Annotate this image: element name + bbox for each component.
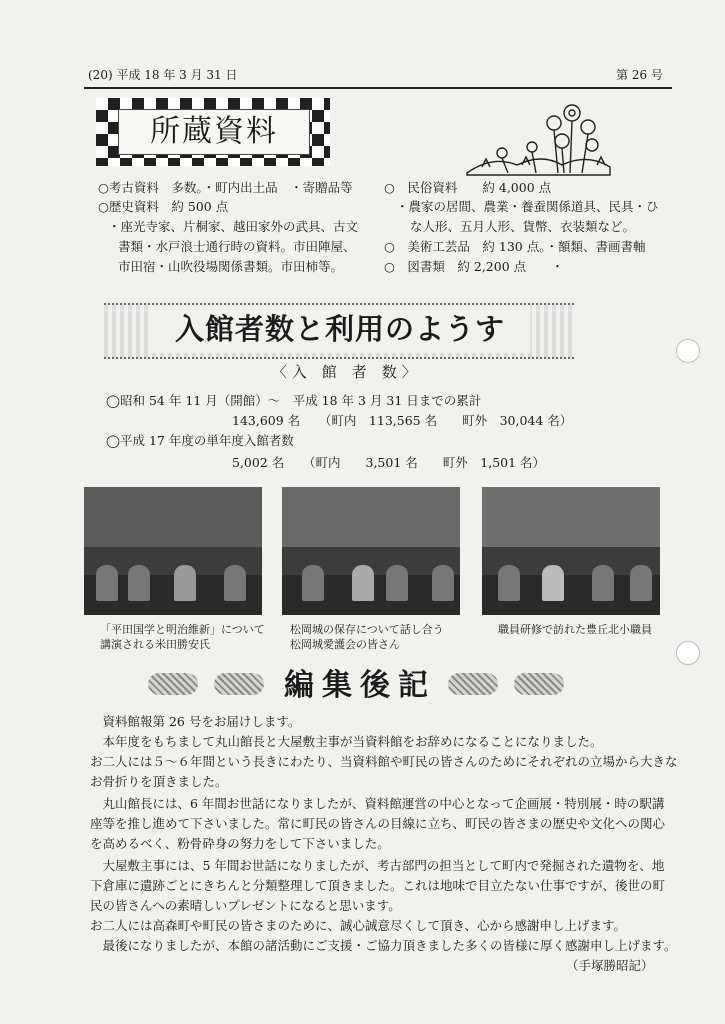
editorial-line: 民の皆さんへの素晴しいプレゼントになると思います。	[90, 898, 401, 913]
editorial-line: 大屋敷主事には、5 年間お世話になりましたが、考古部門の担当として町内で発掘された遺物を、地	[90, 858, 665, 873]
visitors-year-label: ◯平成 17 年度の単年度入館者数	[106, 433, 294, 448]
editorial-line: 本年度をもちまして丸山館長と大屋敷主事が当資料館をお辞めになることになりました。	[90, 734, 603, 749]
binding-hole	[676, 339, 700, 363]
decorative-pill	[214, 673, 264, 695]
editorial-signature: （手塚勝昭記）	[566, 958, 654, 973]
section-title-shozo: 所蔵資料	[118, 109, 310, 155]
collection-line: ○ 民俗資料 約 4,000 点	[384, 180, 552, 195]
photo-caption: 職員研修で訪れた豊丘北小職員	[498, 623, 652, 636]
editorial-line: 最後になりましたが、本館の諸活動にご支援・ご協力頂きました多くの皆様に厚く感謝申し上げます。	[90, 938, 677, 953]
collection-line: 市田宿・山吹役場関係書類。市田柿等。	[118, 259, 344, 274]
visitors-total-label: ◯昭和 54 年 11 月（開館）～ 平成 18 年 3 月 31 日までの累計	[106, 393, 482, 408]
editorial-line: 座等を推し進めて下さいました。常に町民の皆さんの目線に立ち、町民の皆さまの歴史や文化への関心	[90, 816, 666, 831]
decorative-pill	[514, 673, 564, 695]
header-date: (20) 平成 18 年 3 月 31 日	[88, 68, 238, 82]
photo-caption: 松岡城の保存について話し合う	[290, 623, 444, 636]
photo-caption: 松岡城愛護会の皆さん	[290, 638, 400, 651]
collection-line: な人形、五月人形、貨幣、衣装類など。	[410, 219, 636, 234]
editorial-line: お二人には５～６年間という長きにわたり、当資料館や町民の皆さんのためにそれぞれの立場から大きな	[90, 754, 678, 769]
editorial-line: お骨折りを頂きました。	[90, 774, 228, 789]
visitors-subtitle: 〈 入 館 者 数 〉	[272, 363, 417, 381]
photo-meeting	[282, 487, 460, 615]
editorial-line: お二人には高森町や町民の皆さまのために、誠心誠意尽くして頂き、心から感謝申し上げます。	[90, 918, 627, 933]
collection-line: ・座光寺家、片桐家、越田家外の武具、古文	[108, 219, 359, 234]
editorial-line: 丸山館長には、6 年間お世話になりましたが、資料館運営の中心となって企画展・特別展・時の駅講	[90, 796, 665, 811]
collection-line: ・農家の居間、農業・養蚕関係道具、民具・ひ	[396, 199, 659, 214]
editorial-line: を高めるべく、粉骨砕身の努力をして下さいました。	[90, 836, 390, 851]
photo-training	[482, 487, 660, 615]
section-title-editorial: 編集後記	[284, 668, 436, 703]
issue-number: 第 26 号	[616, 68, 663, 82]
photo-lecture	[84, 487, 262, 615]
flower-illustration	[462, 95, 612, 177]
collection-line: 書類・水戸浪士通行時の資料。市田陣屋、	[118, 239, 356, 254]
visitors-total-value: 143,609 名 （町内 113,565 名 町外 30,044 名）	[232, 413, 573, 428]
decorative-pill	[148, 673, 198, 695]
editorial-line: 下倉庫に遺跡ごとにきちんと分類整理して頂きました。これは地味で目立たない仕事ですが、後世の町	[90, 878, 666, 893]
header-rule	[84, 87, 672, 89]
decorative-pill	[448, 673, 498, 695]
editorial-line: 資料館報第 26 号をお届けします。	[90, 714, 301, 729]
visitors-year-value: 5,002 名 （町内 3,501 名 町外 1,501 名）	[232, 455, 546, 470]
section-title-visitors: 入館者数と利用のようす	[150, 305, 530, 353]
collection-line: ○歴史資料 約 500 点	[98, 199, 229, 214]
collection-line: ○ 図書類 約 2,200 点 ・	[384, 259, 564, 274]
binding-hole	[676, 641, 700, 665]
collection-line: ○ 美術工芸品 約 130 点。・額類、書画書軸	[384, 239, 646, 254]
collection-line: ○考古資料 多数。・町内出土品 ・寄贈品等	[98, 180, 353, 195]
photo-caption: 「平田国学と明治維新」について	[100, 623, 265, 636]
photo-caption: 講演される米田勝安氏	[100, 638, 210, 651]
